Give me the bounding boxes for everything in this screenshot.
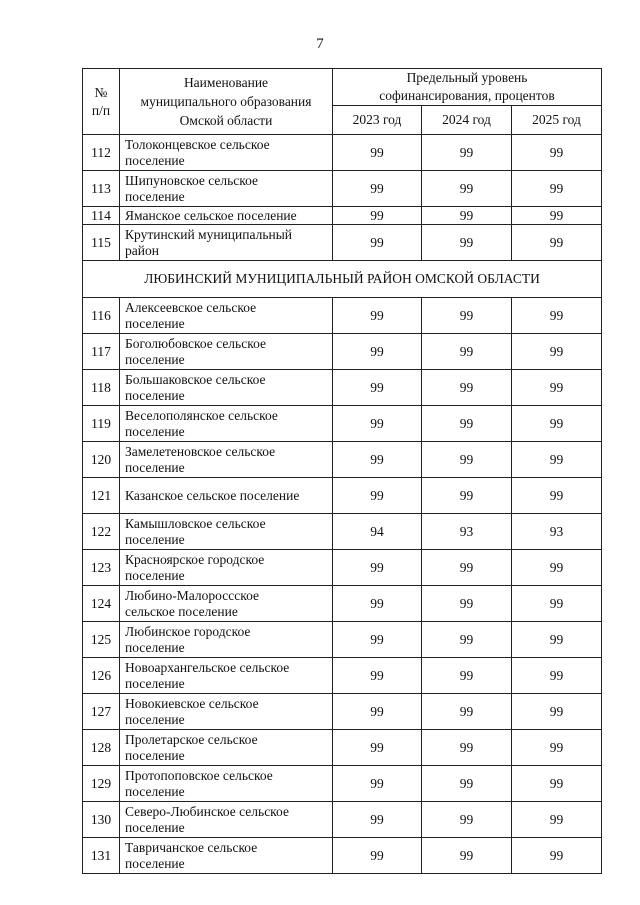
value-2025: 99 <box>512 694 602 730</box>
row-name-line2: поселение <box>125 423 185 439</box>
row-name <box>120 298 333 334</box>
value-2023: 99 <box>333 478 422 514</box>
row-name <box>120 658 333 694</box>
value-2023: 99 <box>333 334 422 370</box>
row-name <box>120 694 333 730</box>
row-number: 119 <box>83 406 120 442</box>
row-number: 126 <box>83 658 120 694</box>
value-2024: 99 <box>422 622 512 658</box>
table-row <box>83 658 602 694</box>
row-name-line1: Северо-Любинское сельское <box>125 803 289 819</box>
header-name-line3: Омской области <box>179 113 273 128</box>
value-2024: 99 <box>422 730 512 766</box>
header-cofinancing-line1: Предельный уровень <box>406 70 528 85</box>
value-2025: 99 <box>512 586 602 622</box>
row-name-line2: поселение <box>125 639 185 655</box>
value-2025: 99 <box>512 225 602 261</box>
header-name-line1: Наименование <box>183 75 269 90</box>
row-name-line1: Замелетеновское сельское <box>125 443 276 459</box>
value-2024: 99 <box>422 838 512 874</box>
row-number: 112 <box>83 135 120 171</box>
value-2024: 99 <box>422 658 512 694</box>
value-2024: 99 <box>422 766 512 802</box>
value-2025: 99 <box>512 406 602 442</box>
table-row <box>83 207 602 225</box>
value-2024: 99 <box>422 442 512 478</box>
row-number: 131 <box>83 838 120 874</box>
table-row <box>83 370 602 406</box>
header-cofinancing-line2: софинансирования, процентов <box>379 88 555 103</box>
row-name-line1: Большаковское сельское <box>125 371 266 387</box>
row-name <box>120 334 333 370</box>
row-name-line1: Любинское городское <box>125 623 251 639</box>
row-name-line1: Новокиевское сельское <box>125 695 259 711</box>
row-number: 129 <box>83 766 120 802</box>
value-2024: 99 <box>422 207 512 225</box>
value-2024: 99 <box>422 225 512 261</box>
value-2024: 99 <box>422 334 512 370</box>
row-number: 122 <box>83 514 120 550</box>
table-row <box>83 766 602 802</box>
value-2025: 99 <box>512 334 602 370</box>
value-2025: 99 <box>512 370 602 406</box>
row-name-line1: Шипуновское сельское <box>125 172 259 188</box>
header-number <box>83 69 120 135</box>
page-number: 7 <box>316 36 324 52</box>
row-name-line2: поселение <box>125 152 185 168</box>
table-row <box>83 550 602 586</box>
value-2024: 99 <box>422 171 512 207</box>
row-name-line2: поселение <box>125 567 185 583</box>
row-name-line2: поселение <box>125 855 185 871</box>
row-name <box>120 622 333 658</box>
value-2025: 99 <box>512 478 602 514</box>
table-row <box>83 514 602 550</box>
value-2024: 99 <box>422 406 512 442</box>
row-number: 113 <box>83 171 120 207</box>
value-2025: 99 <box>512 622 602 658</box>
row-name <box>120 370 333 406</box>
row-number: 123 <box>83 550 120 586</box>
value-2023: 99 <box>333 298 422 334</box>
value-2023: 99 <box>333 442 422 478</box>
header-name <box>120 69 333 135</box>
value-2023: 99 <box>333 207 422 225</box>
row-name <box>120 135 333 171</box>
value-2023: 99 <box>333 802 422 838</box>
row-name-line2: поселение <box>125 819 185 835</box>
table-row <box>83 622 602 658</box>
row-name-line2: поселение <box>125 459 185 475</box>
row-name <box>120 171 333 207</box>
header-year-2024: 2024 год <box>422 106 512 135</box>
value-2025: 93 <box>512 514 602 550</box>
value-2023: 99 <box>333 658 422 694</box>
header-number-line2: п/п <box>91 102 111 118</box>
row-name-line1: Крутинский муниципальный <box>125 226 292 242</box>
value-2023: 99 <box>333 622 422 658</box>
row-number: 130 <box>83 802 120 838</box>
row-number: 124 <box>83 586 120 622</box>
row-name-line2: сельское поселение <box>125 603 238 619</box>
table-row <box>83 135 602 171</box>
row-name-line2: поселение <box>125 711 185 727</box>
value-2023: 99 <box>333 694 422 730</box>
value-2024: 99 <box>422 478 512 514</box>
value-2023: 99 <box>333 766 422 802</box>
header-year-2025: 2025 год <box>512 106 602 135</box>
value-2023: 99 <box>333 838 422 874</box>
value-2023: 99 <box>333 730 422 766</box>
value-2024: 99 <box>422 694 512 730</box>
row-name <box>120 406 333 442</box>
row-name: Яманское сельское поселение <box>120 207 333 225</box>
district-row <box>83 261 602 298</box>
row-name <box>120 586 333 622</box>
row-name <box>120 766 333 802</box>
value-2025: 99 <box>512 442 602 478</box>
row-name <box>120 225 333 261</box>
row-name-line1: Красноярское городское <box>125 551 265 567</box>
row-name <box>120 802 333 838</box>
row-name-line1: Камышловское сельское <box>125 515 266 531</box>
value-2024: 93 <box>422 514 512 550</box>
row-name-line1: Новоархангельское сельское <box>125 659 290 675</box>
row-name-line1: Боголюбовское сельское <box>125 335 266 351</box>
header-number-line1: № <box>94 84 108 100</box>
header-name-line2: муниципального образования <box>140 94 312 109</box>
value-2024: 99 <box>422 298 512 334</box>
row-name-line2: поселение <box>125 351 185 367</box>
value-2024: 99 <box>422 586 512 622</box>
row-name-line1: Тавричанское сельское <box>125 839 258 855</box>
row-number: 115 <box>83 225 120 261</box>
row-name <box>120 550 333 586</box>
row-name <box>120 730 333 766</box>
row-name-line2: поселение <box>125 531 185 547</box>
row-number: 125 <box>83 622 120 658</box>
table-row <box>83 225 602 261</box>
value-2024: 99 <box>422 370 512 406</box>
value-2025: 99 <box>512 207 602 225</box>
value-2023: 99 <box>333 171 422 207</box>
value-2023: 99 <box>333 135 422 171</box>
row-name-line1: Протопоповское сельское <box>125 767 273 783</box>
row-name-line2: поселение <box>125 747 185 763</box>
value-2023: 94 <box>333 514 422 550</box>
district-title: ЛЮБИНСКИЙ МУНИЦИПАЛЬНЫЙ РАЙОН ОМСКОЙ ОБЛАСТИ <box>83 261 602 298</box>
row-name-line1: Любино-Малороссское <box>125 587 259 603</box>
value-2023: 99 <box>333 550 422 586</box>
row-name-line2: поселение <box>125 675 185 691</box>
table-row <box>83 730 602 766</box>
row-name <box>120 442 333 478</box>
value-2025: 99 <box>512 171 602 207</box>
value-2025: 99 <box>512 298 602 334</box>
row-name-line1: Толоконцевское сельское <box>125 136 270 152</box>
value-2023: 99 <box>333 225 422 261</box>
value-2025: 99 <box>512 550 602 586</box>
value-2023: 99 <box>333 370 422 406</box>
table-row <box>83 838 602 874</box>
row-number: 128 <box>83 730 120 766</box>
table-row <box>83 298 602 334</box>
row-number: 114 <box>83 207 120 225</box>
value-2025: 99 <box>512 766 602 802</box>
value-2024: 99 <box>422 135 512 171</box>
table-row <box>83 802 602 838</box>
table-row <box>83 478 602 514</box>
row-number: 118 <box>83 370 120 406</box>
row-name: Казанское сельское поселение <box>120 478 333 514</box>
row-number: 127 <box>83 694 120 730</box>
value-2025: 99 <box>512 135 602 171</box>
row-number: 117 <box>83 334 120 370</box>
header-cofinancing <box>333 69 602 106</box>
row-name <box>120 838 333 874</box>
row-name-line1: Пролетарское сельское <box>125 731 258 747</box>
row-name-line2: поселение <box>125 783 185 799</box>
value-2025: 99 <box>512 730 602 766</box>
value-2025: 99 <box>512 802 602 838</box>
value-2024: 99 <box>422 802 512 838</box>
row-name <box>120 514 333 550</box>
table-row <box>83 586 602 622</box>
table-row <box>83 694 602 730</box>
value-2023: 99 <box>333 406 422 442</box>
value-2025: 99 <box>512 658 602 694</box>
cofinancing-table <box>82 68 602 874</box>
row-name-line2: поселение <box>125 387 185 403</box>
row-name-line2: поселение <box>125 188 185 204</box>
row-number: 116 <box>83 298 120 334</box>
table-row <box>83 171 602 207</box>
table-row <box>83 334 602 370</box>
value-2025: 99 <box>512 838 602 874</box>
row-name-line1: Алексеевское сельское <box>125 299 257 315</box>
table-row <box>83 406 602 442</box>
row-name-line2: поселение <box>125 315 185 331</box>
value-2024: 99 <box>422 550 512 586</box>
table-row <box>83 442 602 478</box>
value-2023: 99 <box>333 586 422 622</box>
row-number: 120 <box>83 442 120 478</box>
row-number: 121 <box>83 478 120 514</box>
row-name-line2: район <box>125 242 159 258</box>
header-year-2023: 2023 год <box>333 106 422 135</box>
row-name-line1: Веселополянское сельское <box>125 407 278 423</box>
